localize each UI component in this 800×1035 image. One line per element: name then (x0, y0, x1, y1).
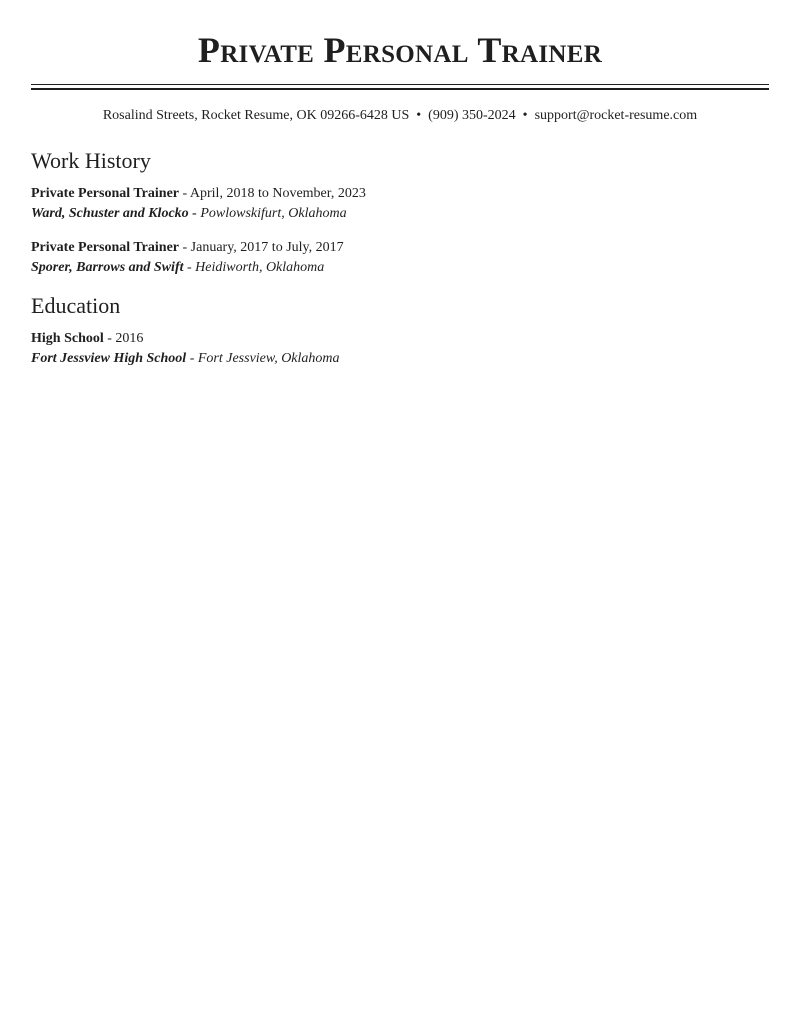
title-divider-thick (31, 88, 769, 90)
contact-address: Rosalind Streets, Rocket Resume, OK 09266-6428 US (102, 108, 410, 123)
dash-separator: - (188, 206, 201, 221)
work-entry (31, 184, 769, 224)
work-entry-title-line (31, 238, 769, 258)
dash-separator: - (186, 351, 198, 366)
education-degree: High School (31, 331, 104, 346)
work-entry-title-line (31, 184, 769, 204)
work-entry-company-line (31, 204, 769, 224)
contact-email: support@rocket-resume.com (534, 108, 698, 123)
education-entry-school-line (31, 349, 769, 369)
work-company: Sporer, Barrows and Swift (31, 260, 184, 275)
work-location: Powlowskifurt, Oklahoma (200, 206, 347, 221)
education-entry (31, 329, 769, 369)
contact-phone: (909) 350-2024 (428, 108, 516, 123)
education-location: Fort Jessview, Oklahoma (197, 351, 340, 366)
contact-line (31, 107, 769, 125)
work-location: Heidiworth, Oklahoma (195, 260, 325, 275)
contact-separator: • (522, 108, 528, 123)
work-entry (31, 238, 769, 278)
dash-separator: - (103, 331, 116, 346)
resume-title: Private Personal Trainer (197, 30, 603, 70)
work-dates: January, 2017 to July, 2017 (190, 240, 344, 255)
education-school: Fort Jessview High School (31, 351, 187, 366)
dash-separator: - (183, 260, 196, 275)
work-position: Private Personal Trainer (31, 186, 179, 201)
work-entry-company-line (31, 258, 769, 278)
education-entry-title-line (31, 329, 769, 349)
work-dates: April, 2018 to November, 2023 (189, 186, 366, 201)
title-divider-thin (31, 84, 769, 85)
work-company: Ward, Schuster and Klocko (31, 206, 189, 221)
work-history-heading: Work History (31, 148, 151, 173)
contact-separator: • (416, 108, 422, 123)
dash-separator: - (179, 240, 191, 255)
work-position: Private Personal Trainer (31, 240, 179, 255)
education-heading: Education (31, 293, 121, 318)
dash-separator: - (179, 186, 190, 201)
education-year: 2016 (115, 331, 144, 346)
